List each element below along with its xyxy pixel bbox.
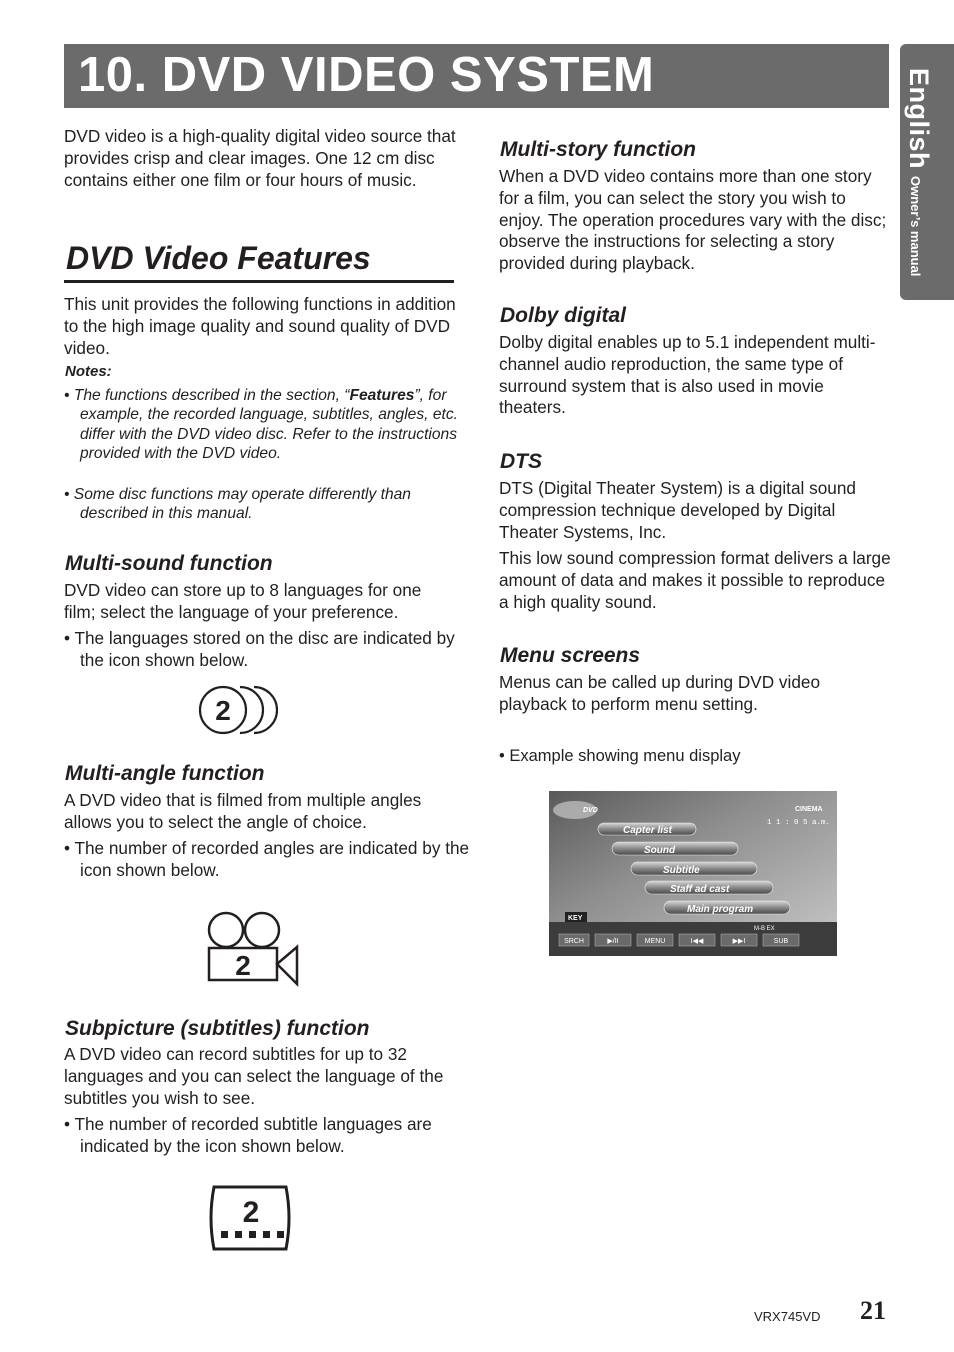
multi-sound-icon (196, 684, 306, 736)
menu-item[interactable] (612, 842, 738, 856)
note-1 (64, 386, 472, 463)
control-button[interactable] (637, 934, 673, 946)
subtitle-dot (249, 1231, 256, 1238)
subtitle-dot (263, 1231, 270, 1238)
note-1-a: • The functions described in the section, “ (64, 387, 350, 404)
sound-mode: M-B EX (754, 926, 775, 932)
heading-rule (64, 280, 454, 283)
menu-item[interactable] (631, 862, 757, 876)
multi-story-heading: Multi-story function (500, 138, 696, 161)
angle-icon-number: 2 (235, 950, 251, 981)
multi-angle-text: A DVD video that is filmed from multiple angles allows you to select the angle of choice. (64, 790, 422, 832)
manual-label: Owner’s manual (908, 176, 923, 277)
multi-angle-heading: Multi-angle function (65, 762, 265, 785)
note-1-bold: Features (349, 387, 415, 404)
control-button-label: SUB (773, 938, 789, 945)
control-button[interactable] (763, 934, 799, 946)
multi-sound-heading: Multi-sound function (65, 552, 273, 575)
multi-angle-bullet: • The number of recorded angles are indicated by the icon shown below. (64, 838, 470, 880)
control-button[interactable] (721, 934, 757, 946)
multi-angle-icon (206, 910, 302, 990)
control-button[interactable] (559, 934, 589, 946)
key-label: KEY (568, 915, 583, 922)
menu-example-caption: • Example showing menu display (499, 747, 741, 765)
page-title: 10. DVD VIDEO SYSTEM (78, 48, 655, 102)
notes-label: Notes: (65, 363, 112, 380)
menu-screens-heading: Menu screens (500, 644, 641, 667)
intro-text: DVD video is a high-quality digital video source that provides crisp and clear images. One 12 cm disc contains either one film or four hours of music. (64, 126, 456, 190)
dolby-heading: Dolby digital (500, 304, 626, 327)
menu-item[interactable] (645, 881, 773, 895)
dts-text-1: DTS (Digital Theater System) is a digital sound compression technique developed by Digital Theater Systems, Inc. (499, 478, 856, 542)
model-number: VRX745VD (754, 1309, 821, 1324)
control-button[interactable] (679, 934, 715, 946)
multi-sound-bullet: • The languages stored on the disc are indicated by the icon shown below. (64, 628, 455, 670)
title-bar (64, 44, 889, 108)
note-1-b: ”, for example, the recorded language, subtitles, angles, etc. differ with the DVD video disc. Refer to the instructions provided with the DVD video. (80, 387, 458, 462)
note-2: • Some disc functions may operate differently than described in this manual. (64, 486, 411, 523)
page-number: 21 (860, 1296, 886, 1325)
subtitle-icon (206, 1184, 296, 1254)
menu-item-label: Capter list (623, 825, 672, 836)
menu-item-label: Sound (644, 845, 676, 856)
subpicture-heading: Subpicture (subtitles) function (65, 1017, 370, 1040)
features-text: This unit provides the following functions in addition to the high image quality and sound quality of DVD video. (64, 294, 456, 358)
features-heading: DVD Video Features (66, 240, 371, 276)
subpicture-text: A DVD video can record subtitles for up to 32 languages and you can select the language of the subtitles you wish to see. (64, 1044, 444, 1108)
subpicture-bullet: • The number of recorded subtitle languages are indicated by the icon shown below. (64, 1114, 432, 1156)
control-button-label: ▶▶I (732, 938, 746, 945)
menu-item-label: Staff ad cast (670, 884, 730, 895)
subtitle-dot (235, 1231, 242, 1238)
control-button-label: MENU (644, 938, 666, 945)
subtitle-dot (221, 1231, 228, 1238)
multi-story-text: When a DVD video contains more than one story for a film, you can select the story you wish to enjoy. The operation procedures vary with the disc; observe the instructions for selecting a story provided during playback. (499, 166, 887, 274)
multi-sound-text: DVD video can store up to 8 languages for one film; select the language of your preference. (64, 580, 422, 622)
control-button-label: ▶/II (607, 938, 619, 945)
menu-item[interactable] (598, 823, 696, 836)
menu-display-screenshot (549, 791, 837, 956)
dvd-logo: DVD (583, 807, 598, 814)
control-button[interactable] (595, 934, 631, 946)
control-button-label: I◀◀ (690, 938, 704, 945)
menu-screens-text: Menus can be called up during DVD video playback to perform menu setting. (499, 672, 821, 714)
subtitle-icon-number: 2 (242, 1196, 260, 1229)
camera-lens (277, 947, 297, 984)
language-label: English (904, 68, 934, 170)
sound-icon-number: 2 (215, 695, 231, 726)
menu-item[interactable] (664, 901, 790, 915)
mode-label: CINEMA (795, 806, 823, 813)
side-tab (900, 44, 954, 300)
dts-heading: DTS (500, 450, 542, 473)
camera-reel-left (209, 913, 243, 947)
menu-item-label: Subtitle (663, 865, 700, 876)
camera-reel-right (245, 913, 279, 947)
clock: 1 1 : 0 5 a.m. (767, 819, 831, 827)
subtitle-dot (277, 1231, 284, 1238)
dolby-text: Dolby digital enables up to 5.1 independent multi-channel audio reproduction, the same type of surround system that is also used in movie theaters. (499, 332, 876, 418)
control-button-label: SRCH (564, 938, 584, 945)
dts-text-2: This low sound compression format delivers a large amount of data and makes it possible to reproduce a high quality sound. (499, 548, 891, 612)
menu-item-label: Main program (687, 904, 754, 915)
